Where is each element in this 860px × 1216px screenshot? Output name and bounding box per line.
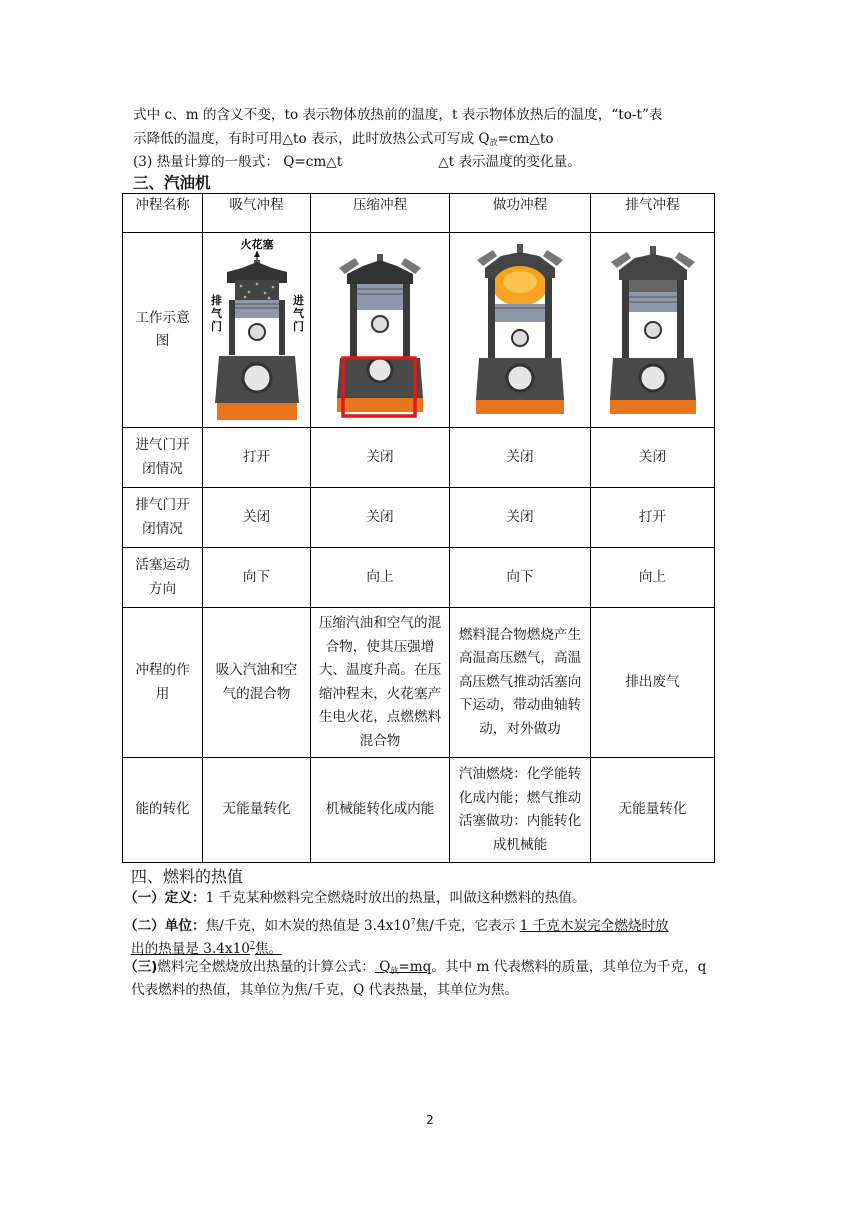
table-cell: 排出废气 (591, 608, 715, 758)
exhaust-stroke-diagram-cell (591, 233, 715, 428)
header-cell: 冲程名称 (123, 194, 203, 233)
table-cell: 关闭 (311, 428, 450, 488)
intake-stroke-diagram (207, 238, 307, 423)
intake-valve-label: 进气门 (292, 293, 304, 333)
table-cell: 汽油燃烧：化学能转化成内能；燃气推动活塞做功：内能转化成机械能 (450, 758, 591, 863)
table-cell: 向下 (203, 548, 311, 608)
table-cell: 打开 (591, 488, 715, 548)
diagram-row (123, 233, 715, 428)
table-cell: 关闭 (311, 488, 450, 548)
intro-line-2: 示降低的温度，有时可用△to 表示，此时放热公式可写成 $Q_放=cm\triangle to$ (133, 131, 554, 147)
row-label: 排气门开闭情况 (123, 488, 203, 548)
table-row (123, 428, 715, 488)
table-cell: 燃料混合物燃烧产生高温高压燃气，高温高压燃气推动活塞向下运动，带动曲轴转动，对外做功 (450, 608, 591, 758)
intake-stroke-diagram-cell (203, 233, 311, 428)
table-row (123, 758, 715, 863)
exhaust-valve-label: 排气门 (210, 293, 222, 333)
page-number: 2 (426, 1113, 434, 1127)
row-label: 进气门开闭情况 (123, 428, 203, 488)
unit-line-1: （二）单位：焦/千克，如木炭的热值是 $3.4x10^7$焦/千克，它表示 1 千克木炭完全燃烧时放 (124, 917, 669, 934)
table-cell: 无能量转化 (591, 758, 715, 863)
table-cell: 向上 (591, 548, 715, 608)
table-row (123, 548, 715, 608)
compression-stroke-diagram (325, 238, 435, 423)
formula-line-1: （三)燃料完全燃烧放出热量的计算公式： $Q_放=mq$。其中 m 代表燃料的质量，其单位为千克，q (124, 959, 707, 975)
section-4-title: 四、燃料的热值 (131, 867, 244, 886)
formula-line-2: 代表燃料的热值，其单位为焦/千克，Q 代表热量，其单位为焦。 (131, 982, 519, 998)
definition-line: （一）定义：1 千克某种燃料完全燃烧时放出的热量，叫做这种燃料的热值。 (124, 890, 586, 906)
header-cell: 压缩冲程 (311, 194, 450, 233)
header-cell: 排气冲程 (591, 194, 715, 233)
row-label: 工作示意图 (123, 233, 203, 428)
table-cell: 关闭 (203, 488, 311, 548)
table-cell: 打开 (203, 428, 311, 488)
table-cell: 压缩汽油和空气的混合物，使其压强增大、温度升高。在压缩冲程末，火花塞产生电火花，点燃燃料混合物 (311, 608, 450, 758)
table-cell: 无能量转化 (203, 758, 311, 863)
table-cell: 向下 (450, 548, 591, 608)
row-label: 能的转化 (123, 758, 203, 863)
table-cell: 关闭 (591, 428, 715, 488)
spark-plug-label: 火花塞 (240, 237, 273, 251)
exhaust-stroke-diagram (603, 238, 703, 423)
row-label: 冲程的作用 (123, 608, 203, 758)
power-stroke-diagram-cell (450, 233, 591, 428)
table-cell: 关闭 (450, 488, 591, 548)
table-cell: 关闭 (450, 428, 591, 488)
header-cell: 做功冲程 (450, 194, 591, 233)
intro-line-1: 式中 c、m 的含义不变，to 表示物体放热前的温度，t 表示物体放热后的温度，“to-t”表 (133, 107, 663, 123)
row-label: 活塞运动方向 (123, 548, 203, 608)
header-cell: 吸气冲程 (203, 194, 311, 233)
table-row (123, 608, 715, 758)
table-header-row (123, 194, 715, 233)
table-cell: 向上 (311, 548, 450, 608)
table-cell: 机械能转化成内能 (311, 758, 450, 863)
table-cell: 吸入汽油和空气的混合物 (203, 608, 311, 758)
gasoline-engine-table (122, 193, 715, 863)
compression-stroke-diagram-cell (311, 233, 450, 428)
power-stroke-diagram (465, 238, 575, 423)
intro-line-3: (3) 热量计算的一般式： Q=cm△t △t 表示温度的变化量。 (133, 154, 581, 170)
table-row (123, 488, 715, 548)
section-3-title: 三、汽油机 (133, 174, 211, 192)
unit-line-2: 出的热量是 $3.4x10^7$焦。 (131, 940, 283, 957)
